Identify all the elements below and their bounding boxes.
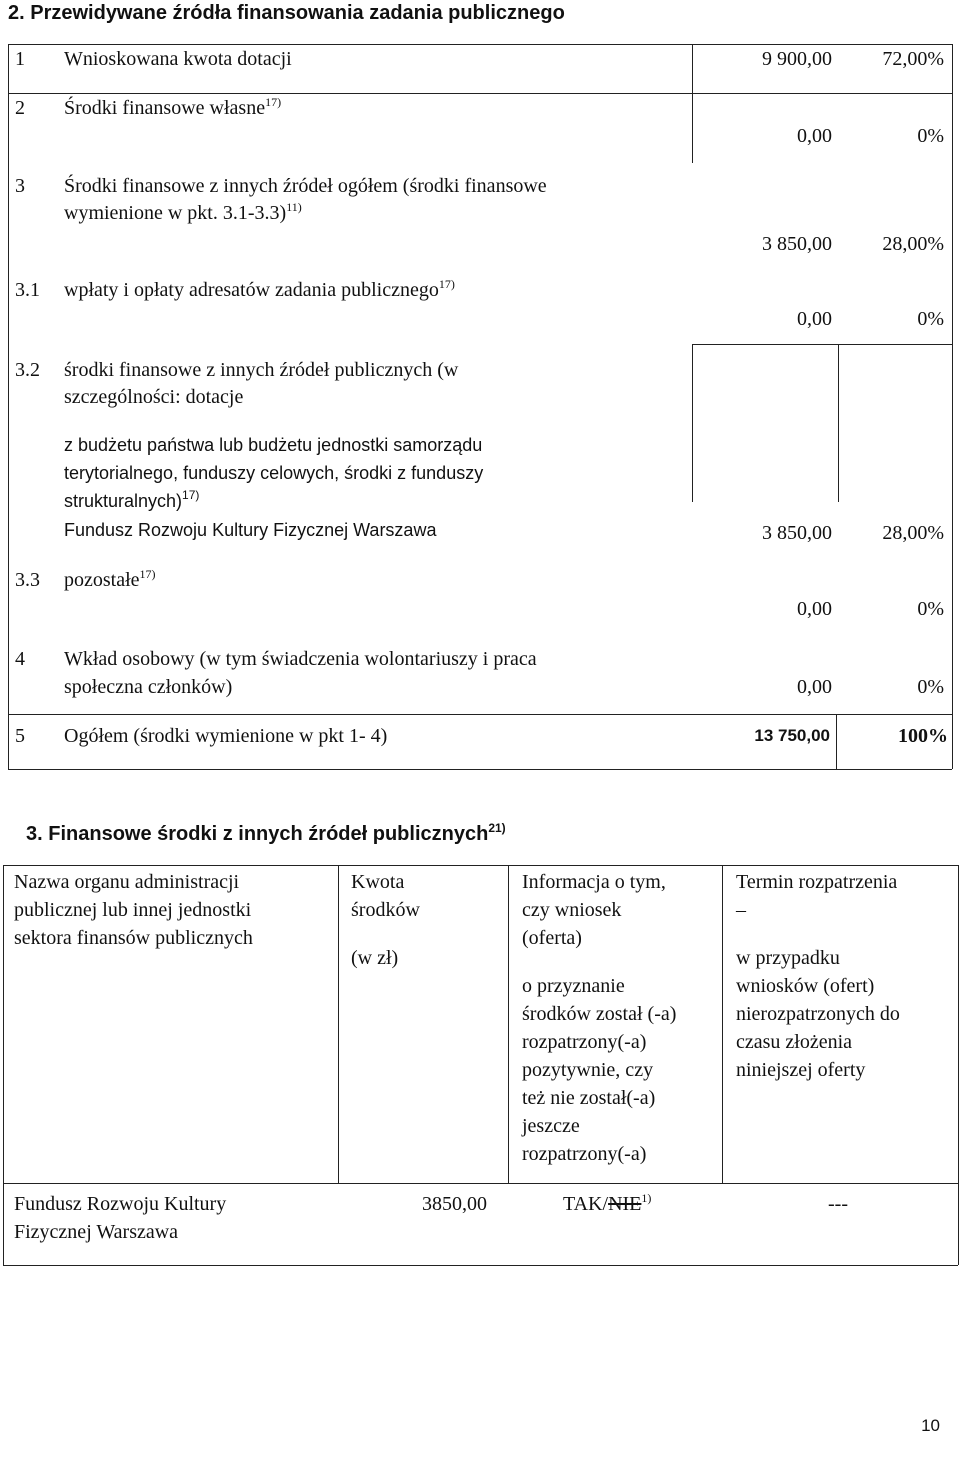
row-2-number: 2 [15, 97, 25, 119]
header-term-line5: nierozpatrzonych do [736, 1003, 900, 1025]
header-organ-line2: publicznej lub innej jednostki [14, 899, 252, 921]
section3-title: 3. Finansowe środki z innych źródeł publicznych$^{21)}$ [26, 821, 506, 845]
row-3-percent: 28,00% [882, 233, 944, 255]
header-term-line7: niniejszej oferty [736, 1059, 866, 1081]
header-info-line7: pozytywnie, czy [522, 1059, 654, 1081]
row-2-amount: 0,00 [797, 125, 832, 147]
header-amount-line3: (w zł) [351, 947, 399, 969]
row-4-label-line1: Wkład osobowy (w tym świadczenia wolontariuszy i praca [64, 648, 537, 670]
row-3-2-label-line1: środki finansowe z innych źródeł publicznych (w [64, 359, 459, 381]
header-term-line2: – [736, 899, 746, 921]
header-organ-line1: Nazwa organu administracji [14, 871, 240, 893]
row-3-2-source: Fundusz Rozwoju Kultury Fizycznej Warszawa [64, 520, 437, 540]
header-info-line10: rozpatrzony(-a) [522, 1143, 647, 1165]
row-1-amount: 9 900,00 [762, 48, 832, 70]
page-number: 10 [921, 1416, 940, 1435]
row-3-2-label-line2: szczególności: dotacje [64, 386, 244, 408]
row-amount: 3850,00 [422, 1193, 487, 1215]
header-info-line1: Informacja o tym, [522, 871, 666, 893]
row-2-label: Środki finansowe własne$^{17)}$ [64, 95, 282, 119]
row-4-number: 4 [15, 648, 25, 670]
row-3-3-amount: 0,00 [797, 598, 832, 620]
row-3-2-sub-line3: strukturalnych)$^{17)}$ [64, 488, 200, 511]
row-5-number: 5 [15, 725, 25, 747]
header-info-line8: też nie został(-a) [522, 1087, 656, 1109]
header-info-line4: o przyznanie [522, 975, 625, 997]
header-term-line1: Termin rozpatrzenia [736, 871, 898, 893]
row-3-2-percent: 28,00% [882, 522, 944, 544]
header-term-line3: w przypadku [736, 947, 840, 969]
row-5-label: Ogółem (środki wymienione w pkt 1- 4) [64, 725, 388, 747]
header-amount-line1: Kwota [351, 871, 405, 893]
row-status: TAK/NIE$^{1)}$ [563, 1191, 652, 1215]
row-organ-line1: Fundusz Rozwoju Kultury [14, 1193, 227, 1215]
row-2-percent: 0% [917, 125, 944, 147]
header-info-line6: rozpatrzony(-a) [522, 1031, 647, 1053]
row-4-percent: 0% [917, 676, 944, 698]
header-amount-line2: środków [351, 899, 420, 921]
row-3-2-amount: 3 850,00 [762, 522, 832, 544]
row-3-number: 3 [15, 175, 25, 197]
row-4-amount: 0,00 [797, 676, 832, 698]
header-term-line4: wniosków (ofert) [736, 975, 875, 997]
row-3-3-percent: 0% [917, 598, 944, 620]
header-info-line5: środków został (-a) [522, 1003, 677, 1025]
row-1-number: 1 [15, 48, 25, 70]
row-3-2-sub-line1: z budżetu państwa lub budżetu jednostki samorządu [64, 435, 483, 455]
row-1-label: Wnioskowana kwota dotacji [64, 48, 292, 70]
row-3-3-label: pozostałe$^{17)}$ [64, 567, 156, 591]
header-info-line2: czy wniosek [522, 899, 622, 921]
row-1-percent: 72,00% [882, 48, 944, 70]
header-organ-line3: sektora finansów publicznych [14, 927, 253, 949]
row-3-label-line1: Środki finansowe z innych źródeł ogółem (środki finansowe [64, 175, 547, 197]
row-3-label-line2: wymienione w pkt. 3.1-3.3)$^{11)}$ [64, 200, 302, 224]
row-3-1-number: 3.1 [15, 279, 40, 301]
row-3-1-amount: 0,00 [797, 308, 832, 330]
row-3-1-label: wpłaty i opłaty adresatów zadania publicznego$^{17)}$ [64, 277, 455, 301]
section2-title: 2. Przewidywane źródła finansowania zadania publicznego [8, 2, 565, 24]
header-info-line3: (oferta) [522, 927, 582, 949]
row-3-2-sub-line2: terytorialnego, funduszy celowych, środki z funduszy [64, 463, 484, 483]
row-5-percent: 100% [898, 725, 948, 747]
row-organ-line2: Fizycznej Warszawa [14, 1221, 179, 1243]
row-4-label-line2: społeczna członków) [64, 676, 233, 698]
row-3-amount: 3 850,00 [762, 233, 832, 255]
header-info-line9: jeszcze [522, 1115, 580, 1137]
row-5-amount: 13 750,00 [754, 726, 830, 745]
row-term: --- [828, 1193, 848, 1215]
row-3-1-percent: 0% [917, 308, 944, 330]
header-term-line6: czasu złożenia [736, 1031, 853, 1053]
row-3-2-number: 3.2 [15, 359, 40, 381]
row-3-3-number: 3.3 [15, 569, 40, 591]
